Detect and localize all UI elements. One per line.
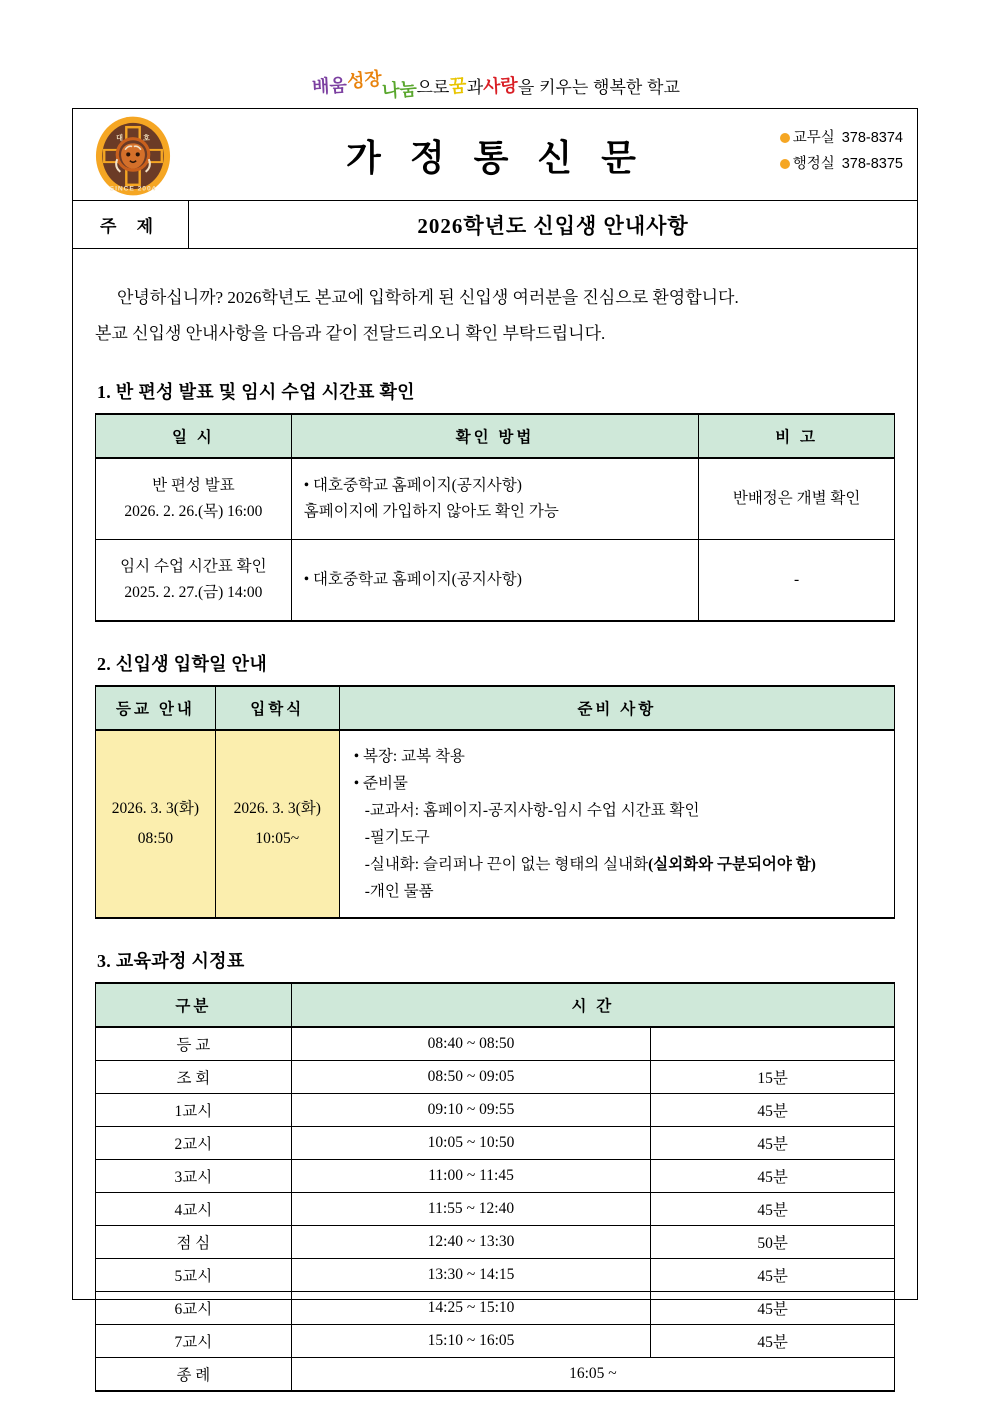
table-row [96,1259,895,1292]
cell-period-time: 08:50 ~ 09:05 [291,1061,651,1094]
cell-period-name: 4교시 [96,1193,292,1226]
table-row [96,458,895,540]
th-category: 구분 [96,983,292,1027]
cell-period-duration: 45분 [651,1292,895,1325]
prep-item: -개인 물품 [364,883,434,900]
section-3-heading: 3. 교육과정 시정표 [97,951,245,971]
th-note: 비 고 [699,414,895,458]
table-row [96,1127,895,1160]
datetime-line-1: 임시 수업 시간표 확인 [120,558,267,575]
table-row [96,1061,895,1094]
page-title: 가 정 통 신 문 [346,137,646,178]
cell-period-duration: 45분 [651,1325,895,1358]
table-row [96,1358,895,1392]
cell-attendance-datetime [96,730,216,918]
cell-period-time: 12:40 ~ 13:30 [291,1226,651,1259]
schedule-rows [96,1027,895,1391]
cell-period-name: 6교시 [96,1292,292,1325]
cell-period-time: 11:00 ~ 11:45 [291,1160,651,1193]
slogan-part-sarang: 사랑 [482,75,519,97]
cell-period-time: 14:25 ~ 15:10 [291,1292,651,1325]
subject-row [73,201,917,249]
cell-period-time: 09:10 ~ 09:55 [291,1094,651,1127]
prep-item: -필기도구 [364,829,430,846]
contact-row-office [780,125,903,151]
slogan-part-kkum: 꿈 [448,75,468,97]
cell-period-name: 7교시 [96,1325,292,1358]
method-line-1: • 대호중학교 홈페이지(공지사항) [303,571,522,588]
table-row [96,1094,895,1127]
subject-label: 주 제 [73,201,189,248]
th-attendance: 등교 안내 [96,686,216,730]
ceremony-date: 2026. 3. 3(화) [233,800,321,817]
svg-text:대: 대 [116,134,124,143]
section-2-heading: 2. 신입생 입학일 안내 [97,654,268,674]
cell-period-name: 종 례 [96,1358,292,1392]
attendance-time: 08:50 [137,830,174,847]
slogan-part-tail: 을 키우는 행복한 학교 [517,77,680,97]
svg-text:호: 호 [142,134,150,143]
intro-paragraph [95,283,895,348]
slogan-part-euro: 으로 [416,77,450,97]
th-method: 확인 방법 [291,414,698,458]
intro-line-1: 안녕하십니까? 2026학년도 본교에 입학하게 된 신입생 여러분을 진심으로 환영합니다. [117,288,739,307]
cell-period-duration: 15분 [651,1061,895,1094]
th-preparation: 준비 사항 [339,686,894,730]
table-row [96,1027,895,1061]
section-1-heading: 1. 반 편성 발표 및 임시 수업 시간표 확인 [97,382,415,402]
slogan-part-seongjang: 성장 [346,68,383,92]
cell-period-name: 3교시 [96,1160,292,1193]
cell-period-duration: 45분 [651,1160,895,1193]
cell-note: - [699,540,895,622]
cell-period-time: 08:40 ~ 08:50 [291,1027,651,1061]
prep-item-indoor-shoes [354,851,880,878]
table-row [96,1226,895,1259]
cell-datetime [96,458,292,540]
cell-period-duration: 45분 [651,1259,895,1292]
datetime-line-2: 2025. 2. 27.(금) 14:00 [124,584,263,601]
prep-item: • 준비물 [353,775,408,792]
prep-item: -교과서: 홈페이지-공지사항-임시 수업 시간표 확인 [364,802,700,819]
table-row [96,1325,895,1358]
datetime-line-1: 반 편성 발표 [152,477,235,494]
cell-preparation-list [339,730,894,918]
method-line-1: • 대호중학교 홈페이지(공지사항) [303,477,522,494]
cell-period-time: 15:10 ~ 16:05 [291,1325,651,1358]
intro-line-2: 본교 신입생 안내사항을 다음과 같이 전달드리오니 확인 부탁드립니다. [95,324,606,343]
prep-item: • 복장: 교복 착용 [353,748,465,765]
slogan-part-nanum: 나눔 [381,78,418,102]
cell-period-time: 16:05 ~ [291,1358,894,1392]
school-slogan-banner [0,68,992,102]
bullet-dot-icon [780,133,790,143]
cell-datetime [96,540,292,622]
cell-period-name: 1교시 [96,1094,292,1127]
contact-label-office: 교무실 [792,130,835,146]
contact-label-admin: 행정실 [792,156,835,172]
cell-note: 반배정은 개별 확인 [699,458,895,540]
contact-number-admin: 378-8375 [841,156,903,172]
contact-row-admin [780,151,903,177]
cell-method [291,540,698,622]
ceremony-time: 10:05~ [255,830,300,847]
datetime-line-2: 2026. 2. 26.(목) 16:00 [124,503,263,520]
class-announcement-table [95,413,895,622]
cell-ceremony-datetime [215,730,339,918]
cell-period-name: 5교시 [96,1259,292,1292]
cell-period-duration: 45분 [651,1193,895,1226]
slogan-part-gwa: 과 [466,77,484,97]
table-header-row [96,686,895,730]
table-row [96,730,895,918]
prep-item-emphasis: (실외화와 구분되어야 함) [648,856,816,873]
daily-schedule-table [95,982,895,1392]
subject-value: 2026학년도 신입생 안내사항 [417,213,689,238]
table-row [96,1160,895,1193]
prep-item-text: -실내화: 슬리퍼나 끈이 없는 형태의 실내화 [364,856,649,873]
table-row [96,540,895,622]
method-line-2: 홈페이지에 가입하지 않아도 확인 가능 [303,503,559,520]
table-header-row [96,983,895,1027]
cell-period-name: 조 회 [96,1061,292,1094]
slogan-part-baeum: 배움 [311,75,348,97]
contact-number-office: 378-8374 [841,130,903,146]
cell-period-name: 등 교 [96,1027,292,1061]
cell-period-time: 11:55 ~ 12:40 [291,1193,651,1226]
cell-period-duration: 50분 [651,1226,895,1259]
document-page-frame [72,108,918,1384]
th-ceremony: 입학식 [215,686,339,730]
document-body [73,249,917,1392]
masthead [73,109,917,201]
table-row [96,1193,895,1226]
contact-info-block [780,125,903,177]
cell-period-duration [651,1027,895,1061]
cell-method [291,458,698,540]
cell-period-duration: 45분 [651,1094,895,1127]
cell-period-name: 2교시 [96,1127,292,1160]
bullet-dot-icon [780,159,790,169]
cell-period-name: 점 심 [96,1226,292,1259]
cell-period-duration: 45분 [651,1127,895,1160]
th-time: 시 간 [291,983,894,1027]
attendance-date: 2026. 3. 3(화) [111,800,200,817]
cell-period-time: 13:30 ~ 14:15 [291,1259,651,1292]
table-row [96,1292,895,1325]
th-datetime: 일 시 [96,414,292,458]
table-header-row [96,414,895,458]
entrance-day-table [95,685,895,919]
cell-period-time: 10:05 ~ 10:50 [291,1127,651,1160]
svg-text:SINCE 2004: SINCE 2004 [109,185,157,193]
